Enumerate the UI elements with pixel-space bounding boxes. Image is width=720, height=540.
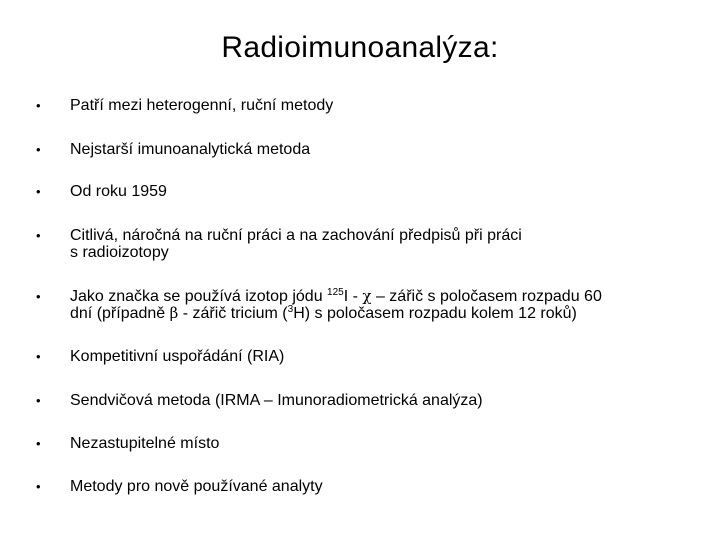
bullet-icon: •	[36, 436, 41, 451]
bullet-icon: •	[36, 228, 41, 243]
bullet-icon: •	[36, 98, 41, 113]
bullet-text: Od roku 1959	[70, 183, 167, 200]
bullet-icon: •	[36, 393, 41, 408]
text-segment: dní (případně	[70, 305, 170, 322]
text-segment: – zářič s poločasem rozpadu 60	[371, 288, 602, 305]
bullet-text: Nejstarší imunoanalytická metoda	[70, 141, 311, 158]
gamma-symbol: χ	[362, 287, 372, 305]
text-segment: H) s poločasem rozpadu kolem 12 roků)	[293, 305, 577, 322]
bullet-text	[70, 227, 690, 261]
text-segment: - zářič tricium (	[178, 305, 288, 322]
bullet-icon: •	[36, 479, 41, 494]
bullet-text: Patří mezi heterogenní, ruční metody	[70, 97, 334, 114]
bullet-icon: •	[36, 349, 41, 364]
bullet-text: Metody pro nově používané analyty	[70, 478, 323, 495]
bullet-text-line-2: s radioizotopy	[70, 244, 169, 261]
bullet-text-line-1: Citlivá, náročná na ruční práci a na zachování předpisů při práci	[70, 227, 522, 244]
bullet-text: Kompetitivní uspořádání (RIA)	[70, 348, 285, 365]
bullet-text: Sendvičová metoda (IRMA – Imunoradiometrická analýza)	[70, 392, 483, 409]
bullet-icon: •	[36, 289, 41, 304]
slide-title: Radioimunoanalýza:	[221, 31, 499, 64]
beta-symbol: β	[169, 304, 179, 322]
text-segment: Jako značka se používá izotop jódu	[70, 288, 328, 305]
iodine-mass-number: 125	[327, 287, 344, 298]
text-segment: I -	[343, 288, 363, 305]
tritium-mass-number: 3	[287, 304, 294, 315]
bullet-icon: •	[36, 184, 41, 199]
bullet-text: Nezastupitelné místo	[70, 435, 220, 452]
bullet-icon: •	[36, 142, 41, 157]
bullet-text	[70, 288, 690, 322]
